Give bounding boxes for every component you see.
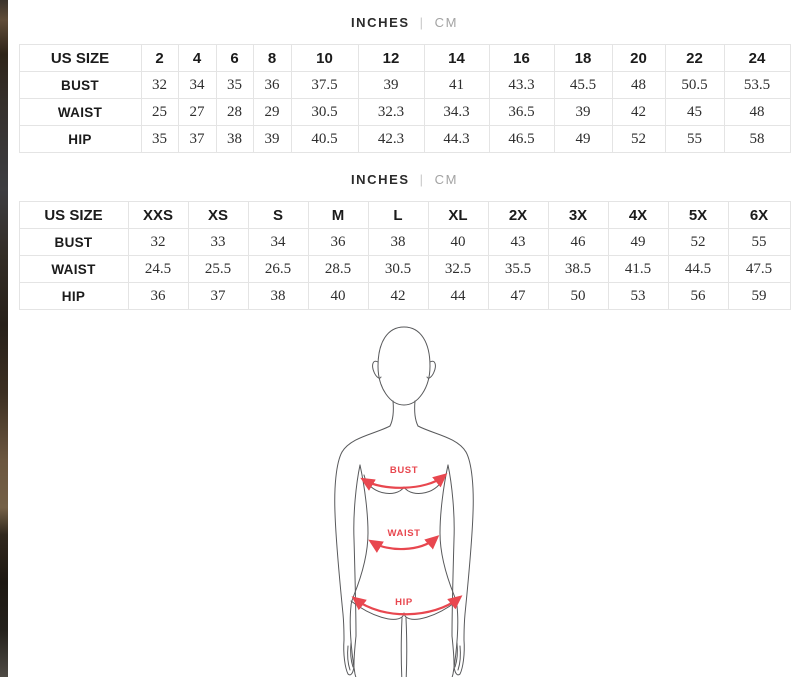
- measurement-cell: 44: [428, 283, 488, 310]
- measurement-cell: 34.3: [424, 99, 489, 126]
- size-column-header: 8: [253, 45, 291, 72]
- measurement-cell: 36: [253, 72, 291, 99]
- size-header-row: [19, 202, 790, 229]
- size-column-header: 22: [665, 45, 724, 72]
- size-column-header: 6: [216, 45, 253, 72]
- size-column-header: 4X: [608, 202, 668, 229]
- measurement-cell: 47: [488, 283, 548, 310]
- measurement-cell: 53.5: [724, 72, 790, 99]
- size-column-header: 14: [424, 45, 489, 72]
- measurement-cell: 38.5: [548, 256, 608, 283]
- size-column-header: 16: [489, 45, 554, 72]
- measurement-cell: 50.5: [665, 72, 724, 99]
- measurement-cell: 41: [424, 72, 489, 99]
- measurement-cell: 39: [253, 126, 291, 153]
- size-column-header: XXS: [128, 202, 188, 229]
- measurement-cell: 36: [128, 283, 188, 310]
- measurement-cell: 43.3: [489, 72, 554, 99]
- measurement-cell: 45: [665, 99, 724, 126]
- waist-measure-arrow: [372, 538, 436, 549]
- unit-toggle-numeric: [8, 12, 801, 32]
- measurement-cell: 35.5: [488, 256, 548, 283]
- waist-label: WAIST: [386, 528, 421, 539]
- measurement-cell: 35: [141, 126, 178, 153]
- measurement-cell: 25.5: [188, 256, 248, 283]
- measurement-cell: 34: [178, 72, 216, 99]
- measurement-row: [19, 126, 790, 153]
- unit-toggle-inches[interactable]: INCHES: [350, 14, 410, 30]
- us-size-corner-header: US SIZE: [19, 202, 128, 229]
- measurement-cell: 38: [216, 126, 253, 153]
- size-column-header: 10: [291, 45, 358, 72]
- measurement-cell: 47.5: [728, 256, 790, 283]
- measurement-row: [19, 99, 790, 126]
- size-header-row: [19, 45, 790, 72]
- measurement-cell: 39: [358, 72, 424, 99]
- unit-toggle-letter: [8, 169, 801, 189]
- measurement-cell: 45.5: [554, 72, 612, 99]
- unit-toggle-separator: |: [419, 171, 425, 187]
- size-column-header: 24: [724, 45, 790, 72]
- measurement-cell: 53: [608, 283, 668, 310]
- us-size-corner-header: US SIZE: [19, 45, 141, 72]
- measurement-row: [19, 72, 790, 99]
- size-column-header: 5X: [668, 202, 728, 229]
- measurement-cell: 58: [724, 126, 790, 153]
- measurement-cell: 36.5: [489, 99, 554, 126]
- measurement-cell: 40: [428, 229, 488, 256]
- size-column-header: 6X: [728, 202, 790, 229]
- measurement-cell: 24.5: [128, 256, 188, 283]
- size-column-header: 18: [554, 45, 612, 72]
- bust-measure-arrow: [364, 476, 444, 488]
- unit-toggle-cm[interactable]: CM: [434, 171, 459, 187]
- measurement-cell: 44.5: [668, 256, 728, 283]
- measurement-cell: 42: [368, 283, 428, 310]
- measurement-cell: 55: [728, 229, 790, 256]
- size-column-header: 3X: [548, 202, 608, 229]
- size-column-header: 4: [178, 45, 216, 72]
- letter-size-table: [19, 201, 791, 310]
- unit-toggle-separator: |: [419, 14, 425, 30]
- measurement-cell: 27: [178, 99, 216, 126]
- measurement-cell: 50: [548, 283, 608, 310]
- size-column-header: XS: [188, 202, 248, 229]
- measurement-cell: 42.3: [358, 126, 424, 153]
- measurement-cell: 32: [141, 72, 178, 99]
- measurement-cell: 55: [665, 126, 724, 153]
- measurement-cell: 35: [216, 72, 253, 99]
- measurement-cell: 26.5: [248, 256, 308, 283]
- measurement-cell: 49: [608, 229, 668, 256]
- size-column-header: 2X: [488, 202, 548, 229]
- body-outline-illustration: [320, 322, 490, 677]
- measurement-cell: 28: [216, 99, 253, 126]
- measurement-cell: 49: [554, 126, 612, 153]
- measurement-row: [19, 229, 790, 256]
- measurement-cell: 48: [612, 72, 665, 99]
- size-chart-content: [8, 0, 801, 677]
- unit-toggle-cm[interactable]: CM: [434, 14, 459, 30]
- measurement-cell: 52: [612, 126, 665, 153]
- measurement-row-label: HIP: [19, 283, 128, 310]
- measurement-cell: 52: [668, 229, 728, 256]
- measurement-cell: 30.5: [291, 99, 358, 126]
- measurement-row-label: HIP: [19, 126, 141, 153]
- measurement-cell: 28.5: [308, 256, 368, 283]
- measurement-cell: 39: [554, 99, 612, 126]
- measurement-cell: 42: [612, 99, 665, 126]
- size-column-header: M: [308, 202, 368, 229]
- measurement-cell: 44.3: [424, 126, 489, 153]
- unit-toggle-inches[interactable]: INCHES: [350, 171, 410, 187]
- measurement-cell: 41.5: [608, 256, 668, 283]
- measurement-cell: 33: [188, 229, 248, 256]
- measurement-cell: 32.5: [428, 256, 488, 283]
- measurement-cell: 46.5: [489, 126, 554, 153]
- measurement-cell: 38: [368, 229, 428, 256]
- measurement-cell: 48: [724, 99, 790, 126]
- background-photo-edge: [0, 0, 8, 677]
- measurement-cell: 37: [178, 126, 216, 153]
- size-column-header: 12: [358, 45, 424, 72]
- measurement-cell: 43: [488, 229, 548, 256]
- measurement-cell: 34: [248, 229, 308, 256]
- size-column-header: L: [368, 202, 428, 229]
- measurement-cell: 46: [548, 229, 608, 256]
- measurement-cell: 30.5: [368, 256, 428, 283]
- measurement-cell: 37: [188, 283, 248, 310]
- measurement-row: [19, 283, 790, 310]
- size-column-header: XL: [428, 202, 488, 229]
- measurement-cell: 25: [141, 99, 178, 126]
- measurement-cell: 40.5: [291, 126, 358, 153]
- measurement-cell: 56: [668, 283, 728, 310]
- size-column-header: S: [248, 202, 308, 229]
- measurement-row-label: WAIST: [19, 99, 141, 126]
- measurement-cell: 36: [308, 229, 368, 256]
- measurement-cell: 37.5: [291, 72, 358, 99]
- measurement-cell: 59: [728, 283, 790, 310]
- bust-label: BUST: [389, 465, 418, 476]
- numeric-size-table: [19, 44, 791, 153]
- size-column-header: 2: [141, 45, 178, 72]
- size-column-header: 20: [612, 45, 665, 72]
- measurement-cell: 32.3: [358, 99, 424, 126]
- measurement-row-label: BUST: [19, 72, 141, 99]
- hip-label: HIP: [394, 597, 413, 608]
- measurement-cell: 40: [308, 283, 368, 310]
- measurement-row-label: BUST: [19, 229, 128, 256]
- measurement-cell: 38: [248, 283, 308, 310]
- measurement-row: [19, 256, 790, 283]
- measurement-figure: [8, 322, 801, 677]
- measurement-cell: 29: [253, 99, 291, 126]
- measurement-cell: 32: [128, 229, 188, 256]
- measurement-row-label: WAIST: [19, 256, 128, 283]
